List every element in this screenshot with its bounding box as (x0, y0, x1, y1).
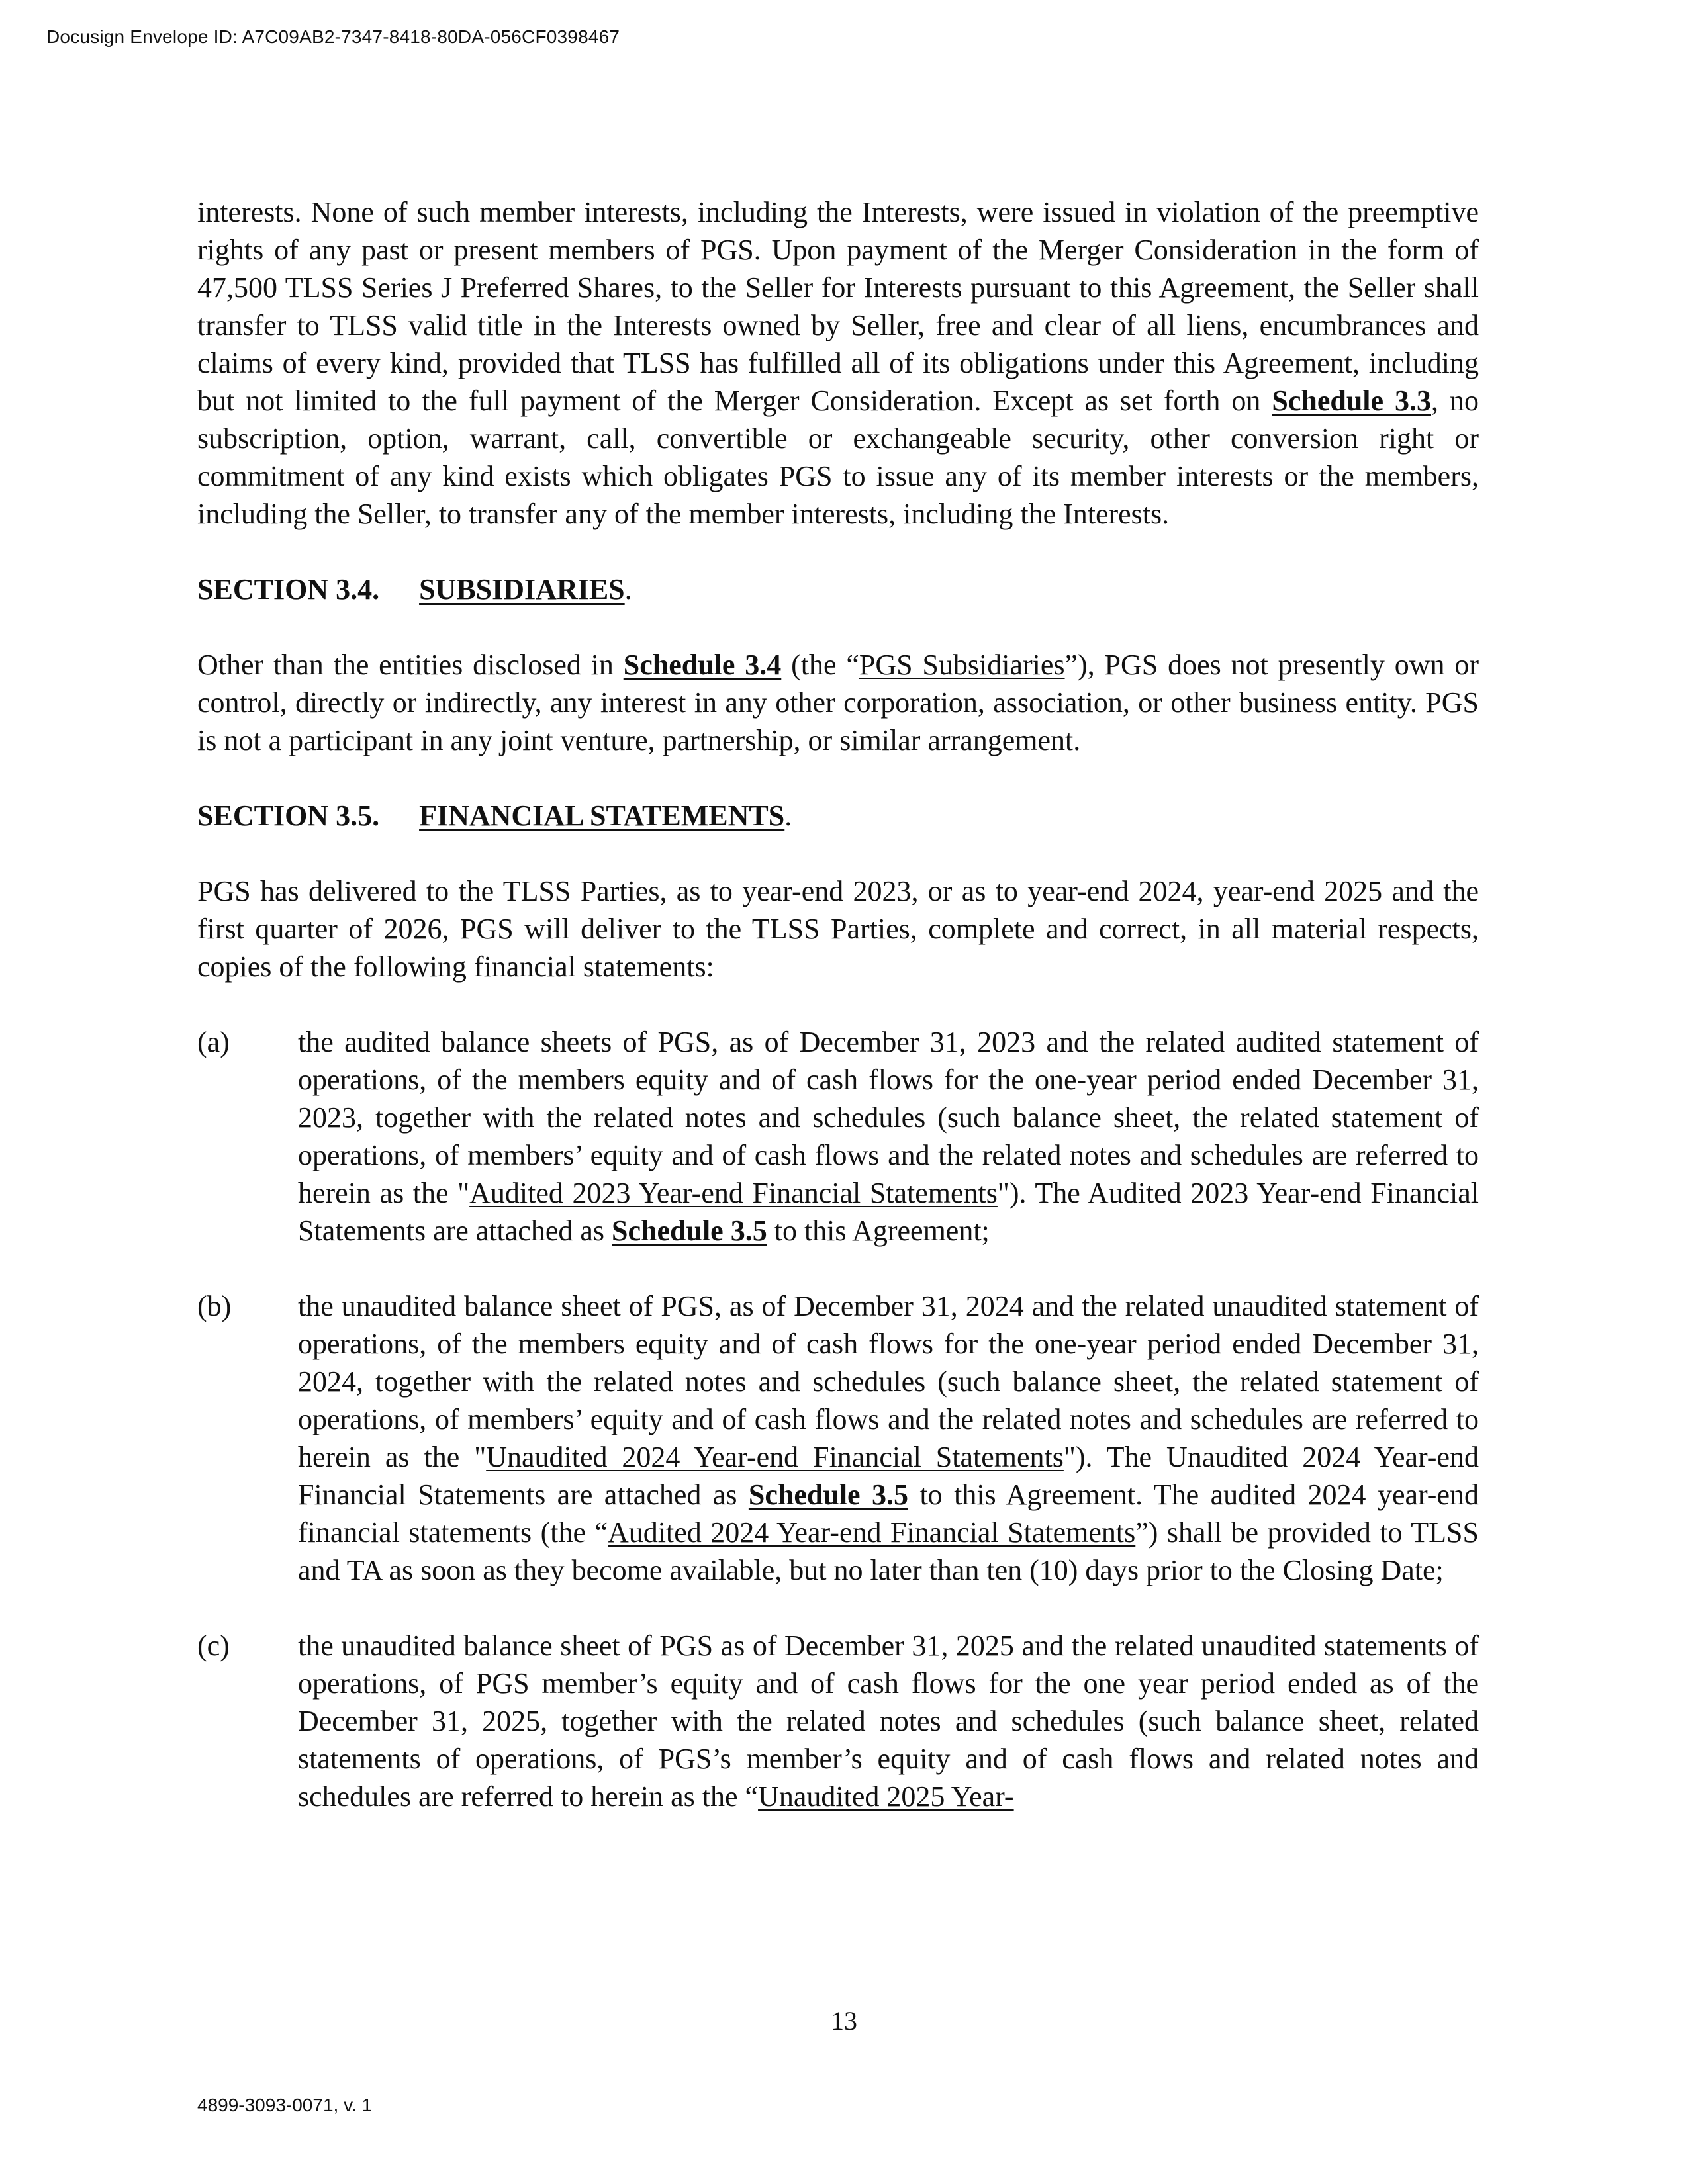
section-title: SUBSIDIARIES (419, 573, 625, 606)
list-marker: (c) (197, 1629, 230, 1662)
text-run: the audited balance sheets of PGS, as of December 31, 2023 and the related audited statement of operations, of the members equity and of cash flows for the one-year period ended December 31, 2023, together with the related notes and schedules (such balance sheet, the related statement of operations, of members’ equity and of cash flows and the related notes and schedules are referred to herein as the " (298, 1026, 1479, 1209)
section-title: FINANCIAL STATEMENTS (419, 799, 785, 832)
list-item-c (197, 1627, 1479, 1815)
list-item-a (197, 1023, 1479, 1250)
section-heading-3-5 (197, 797, 1479, 835)
list-item-body (298, 1287, 1479, 1589)
defined-term: Audited 2023 Year-end Financial Statements (469, 1177, 998, 1209)
text-run: "). The Audited 2023 Year-end Financial Statements are attached as (298, 1177, 1479, 1247)
text-run: to this Agreement. The audited 2024 year-end financial statements (the “ (298, 1479, 1479, 1549)
schedule-reference: Schedule 3.3 (1272, 385, 1432, 417)
section-number: SECTION 3.4. (197, 573, 380, 606)
schedule-reference: Schedule 3.5 (612, 1214, 767, 1247)
defined-term: Audited 2024 Year-end Financial Statements (608, 1516, 1136, 1549)
paragraph-interests (197, 193, 1479, 533)
section-title-period: . (624, 573, 632, 606)
page-number: 13 (831, 2006, 857, 2036)
text-run: "). The Unaudited 2024 Year-end Financial Statements are attached as (298, 1441, 1479, 1511)
section-number: SECTION 3.5. (197, 799, 380, 832)
defined-term: Unaudited 2025 Year- (758, 1780, 1014, 1813)
list-item-b (197, 1287, 1479, 1589)
text-run: the unaudited balance sheet of PGS, as of December 31, 2024 and the related unaudited statement of operations, of the members equity and of cash flows for the one-year period ended December 31, 2024, together with the related notes and schedules (such balance sheet, the related statement of operations, of members’ equity and of cash flows and the related notes and schedules are referred to herein as the " (298, 1290, 1479, 1473)
envelope-id: Docusign Envelope ID: A7C09AB2-7347-8418-80DA-056CF0398467 (46, 26, 620, 47)
text-run: , no subscription, option, warrant, call, convertible or exchangeable security, other conversion right or commitment of any kind exists which obligates PGS to issue any of its member interests or the members, including the Seller, to transfer any of the member interests, including the Interests. (197, 385, 1479, 530)
list-item-body (298, 1627, 1479, 1815)
document-body (197, 193, 1479, 1815)
defined-term: PGS Subsidiaries (859, 649, 1065, 681)
text-run: ”) shall be provided to TLSS and TA as soon as they become available, but no later than ten (10) days prior to the Closing Date; (298, 1516, 1479, 1586)
list-marker: (b) (197, 1290, 232, 1322)
paragraph-subsidiaries (197, 646, 1479, 759)
defined-term: Unaudited 2024 Year-end Financial Statements (486, 1441, 1064, 1473)
section-heading-3-4 (197, 570, 1479, 608)
schedule-reference: Schedule 3.5 (748, 1479, 909, 1511)
section-title-period: . (784, 799, 792, 832)
text-run: ”), PGS does not presently own or control, directly or indirectly, any interest in any other corporation, association, or other business entity. PGS is not a participant in any joint venture, partnership, or similar arrangement. (197, 649, 1479, 756)
schedule-reference: Schedule 3.4 (623, 649, 782, 681)
text-run: interests. None of such member interests, including the Interests, were issued in violation of the preemptive rights of any past or present members of PGS. Upon payment of the Merger Consideration in the form of 47,500 TLSS Series J Preferred Shares, to the Seller for Interests pursuant to this Agreement, the Seller shall transfer to TLSS valid title in the Interests owned by Seller, free and clear of all liens, encumbrances and claims of every kind, provided that TLSS has fulfilled all of its obligations under this Agreement, including but not limited to the full payment of the Merger Consideration. Except as set forth on (197, 196, 1479, 417)
list-marker: (a) (197, 1026, 230, 1058)
document-id-footer: 4899-3093-0071, v. 1 (197, 2095, 373, 2115)
text-run: to this Agreement; (767, 1214, 990, 1247)
text-run: the unaudited balance sheet of PGS as of December 31, 2025 and the related unaudited statements of operations, of PGS member’s equity and of cash flows for the one year period ended as of the December 31, 2025, together with the related notes and schedules (such balance sheet, related statements of operations, of PGS’s member’s equity and of cash flows and related notes and schedules are referred to herein as the “ (298, 1629, 1479, 1813)
list-item-body (298, 1023, 1479, 1250)
text-run: (the “ (781, 649, 859, 681)
text-run: Other than the entities disclosed in (197, 649, 624, 681)
paragraph-financial-intro: PGS has delivered to the TLSS Parties, as to year-end 2023, or as to year-end 2024, year-end 2025 and the first quarter of 2026, PGS will deliver to the TLSS Parties, complete and correct, in all material respects, copies of the following financial statements: (197, 875, 1479, 983)
